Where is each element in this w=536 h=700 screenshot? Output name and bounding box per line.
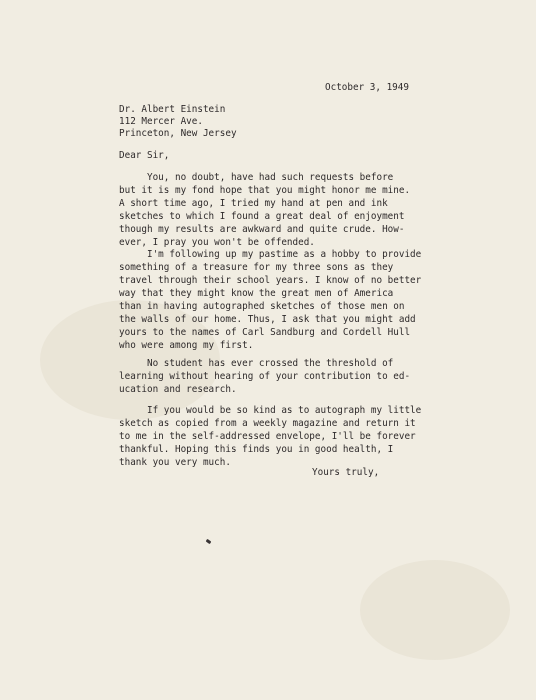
- paragraph-line: though my results are awkward and quite crude. How-: [119, 224, 405, 235]
- paragraph-line: ucation and research.: [119, 384, 237, 395]
- paragraph-line: who were among my first.: [119, 340, 254, 351]
- paragraph-line: I'm following up my pastime as a hobby to provide: [119, 249, 422, 260]
- paragraph-line: A short time ago, I tried my hand at pen and ink: [119, 198, 388, 209]
- paragraph-line: No student has ever crossed the threshold of: [119, 358, 394, 369]
- letter-date: October 3, 1949: [325, 82, 409, 93]
- paragraph-line: yours to the names of Carl Sandburg and Cordell Hull: [119, 327, 411, 338]
- body-paragraph: [119, 248, 479, 352]
- paragraph-line: way that they might know the great men of America: [119, 288, 394, 299]
- body-paragraph: [119, 171, 479, 249]
- body-paragraph: [119, 357, 479, 396]
- paragraph-line: sketches to which I found a great deal of enjoyment: [119, 211, 405, 222]
- paragraph-line: ever, I pray you won't be offended.: [119, 237, 315, 248]
- ink-mark: [206, 539, 212, 544]
- paragraph-line: but it is my fond hope that you might honor me mine.: [119, 185, 411, 196]
- recipient-name: Dr. Albert Einstein: [119, 104, 226, 115]
- paragraph-line: thank you very much.: [119, 457, 231, 468]
- paragraph-line: If you would be so kind as to autograph my little: [119, 405, 422, 416]
- paragraph-line: thankful. Hoping this finds you in good health, I: [119, 444, 394, 455]
- body-paragraph: [119, 404, 479, 469]
- closing: Yours truly,: [312, 467, 380, 478]
- paragraph-line: You, no doubt, have had such requests before: [119, 172, 394, 183]
- paragraph-line: sketch as copied from a weekly magazine and return it: [119, 418, 416, 429]
- paragraph-line: than in having autographed sketches of those men on: [119, 301, 405, 312]
- paragraph-line: travel through their school years. I know of no better: [119, 275, 422, 286]
- paper-stain: [360, 560, 510, 660]
- paragraph-line: the walls of our home. Thus, I ask that you might add: [119, 314, 416, 325]
- recipient-city: Princeton, New Jersey: [119, 128, 237, 139]
- paragraph-line: something of a treasure for my three sons as they: [119, 262, 394, 273]
- paragraph-line: to me in the self-addressed envelope, I'll be forever: [119, 431, 416, 442]
- recipient-street: 112 Mercer Ave.: [119, 116, 203, 127]
- salutation: Dear Sir,: [119, 150, 170, 161]
- paragraph-line: learning without hearing of your contribution to ed-: [119, 371, 411, 382]
